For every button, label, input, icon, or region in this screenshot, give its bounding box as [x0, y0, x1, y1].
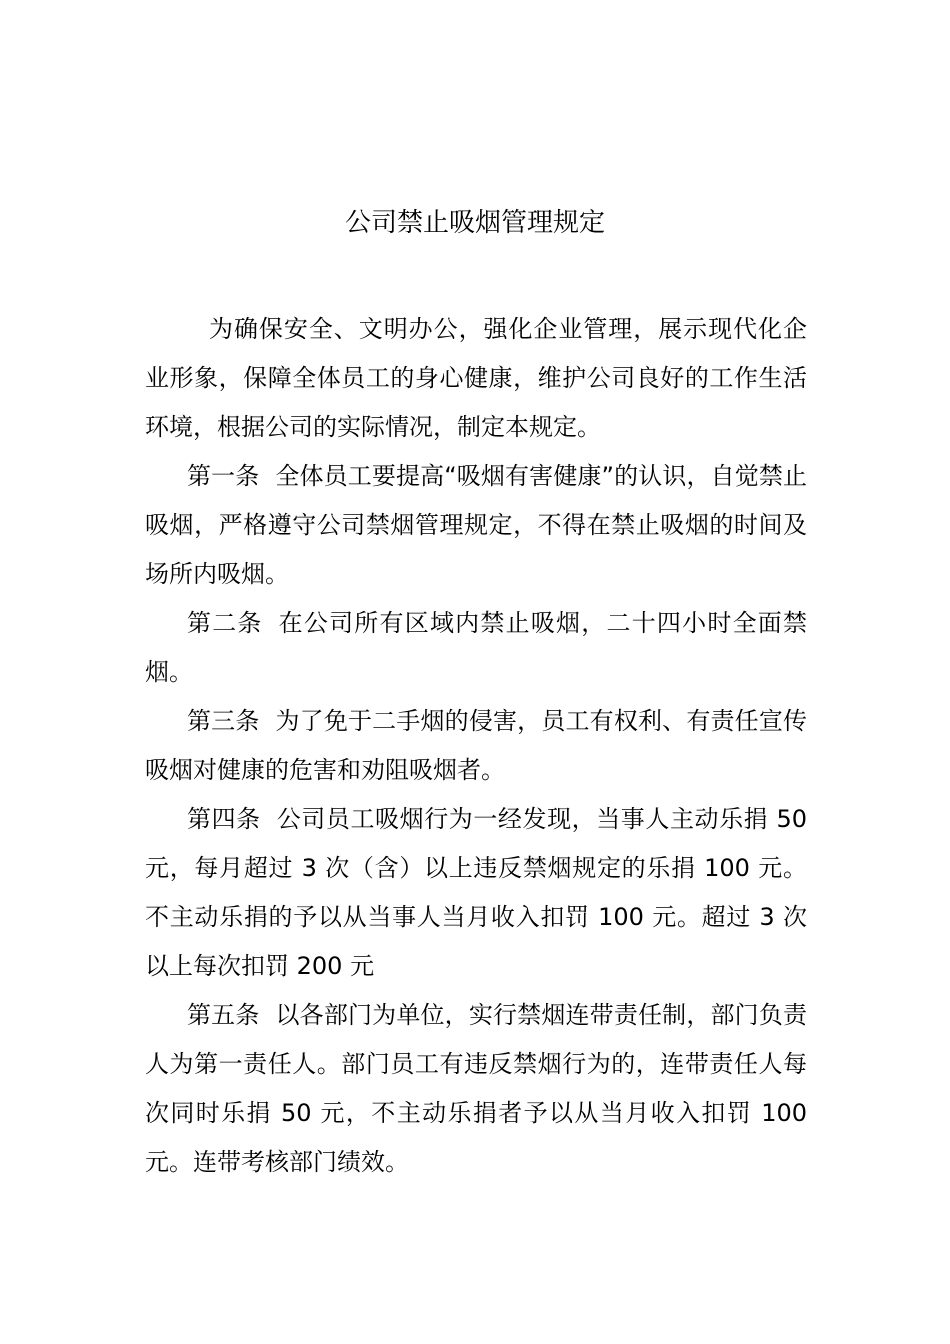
article-2	[145, 599, 807, 697]
article-1	[145, 452, 807, 599]
article-2-text: 在公司所有区域内禁止吸烟，二十四小时全面禁烟。	[145, 609, 808, 686]
article-1-label: 第一条	[187, 462, 260, 490]
article-4-text: 公司员工吸烟行为一经发现，当事人主动乐捐 50 元，每月超过 3 次（含）以上违反禁烟规定的乐捐 100 元。不主动乐捐的予以从当事人当月收入扣罚 100 元。超过 3 次以上每次扣罚 200 元	[145, 805, 808, 980]
article-1-text: 全体员工要提高“吸烟有害健康”的认识，自觉禁止吸烟，严格遵守公司禁烟管理规定，不得在禁止吸烟的时间及场所内吸烟。	[145, 462, 807, 588]
article-3-label: 第三条	[187, 707, 260, 735]
document-body	[145, 305, 807, 1187]
article-5-text: 以各部门为单位，实行禁烟连带责任制，部门负责人为第一责任人。部门员工有违反禁烟行为的，连带责任人每次同时乐捐 50 元，不主动乐捐者予以从当月收入扣罚 100 元。连带考核部门绩效。	[145, 1001, 807, 1176]
document-title: 公司禁止吸烟管理规定	[344, 208, 605, 238]
article-3-text: 为了免于二手烟的侵害，员工有权利、有责任宣传吸烟对健康的危害和劝阻吸烟者。	[145, 707, 807, 784]
article-4	[145, 795, 807, 991]
article-3	[145, 697, 807, 795]
article-4-label: 第四条	[187, 805, 261, 833]
article-5	[145, 991, 807, 1187]
article-2-label: 第二条	[187, 609, 263, 637]
article-5-label: 第五条	[187, 1001, 260, 1029]
intro-paragraph: 为确保安全、文明办公，强化企业管理，展示现代化企业形象，保障全体员工的身心健康，维护公司良好的工作生活环境，根据公司的实际情况，制定本规定。	[145, 315, 807, 441]
